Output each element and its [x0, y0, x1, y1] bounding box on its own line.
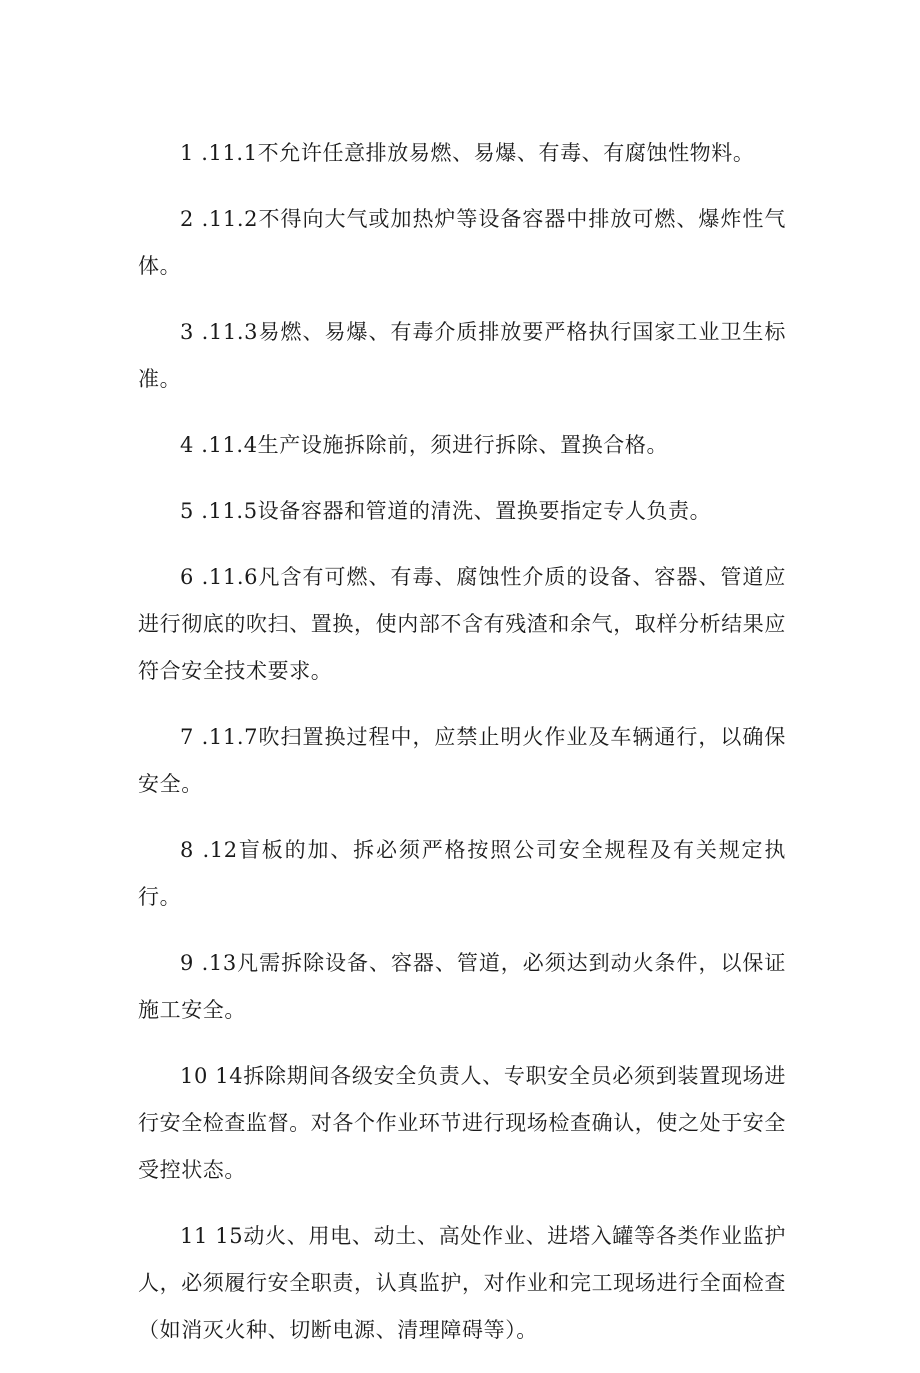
paragraph-11: 11 15动火、用电、动土、高处作业、进塔入罐等各类作业监护人，必须履行安全职责，认真监护，对作业和完工现场进行全面检查（如消灭火种、切断电源、清理障碍等）。 — [138, 1224, 786, 1342]
paragraph-4: 4 .11.4生产设施拆除前，须进行拆除、置换合格。 — [180, 433, 669, 457]
document-body — [138, 130, 786, 1373]
paragraph-5: 5 .11.5设备容器和管道的清洗、置换要指定专人负责。 — [180, 499, 712, 523]
paragraph-3: 3 .11.3易燃、易爆、有毒介质排放要严格执行国家工业卫生标准。 — [138, 320, 786, 391]
paragraph-10: 10 14拆除期间各级安全负责人、专职安全员必须到装置现场进行安全检查监督。对各个作业环节进行现场检查确认，使之处于安全受控状态。 — [138, 1064, 786, 1182]
paragraph-1: 1 .11.1不允许任意排放易燃、易爆、有毒、有腐蚀性物料。 — [180, 141, 755, 165]
paragraph-6: 6 .11.6凡含有可燃、有毒、腐蚀性介质的设备、容器、管道应进行彻底的吹扫、置换，使内部不含有残渣和余气，取样分析结果应符合安全技术要求。 — [138, 565, 786, 683]
paragraph-9: 9 .13凡需拆除设备、容器、管道，必须达到动火条件，以保证施工安全。 — [138, 951, 786, 1022]
paragraph-8: 8 .12盲板的加、拆必须严格按照公司安全规程及有关规定执行。 — [138, 838, 786, 909]
paragraph-7: 7 .11.7吹扫置换过程中，应禁止明火作业及车辆通行，以确保安全。 — [138, 725, 786, 796]
paragraph-2: 2 .11.2不得向大气或加热炉等设备容器中排放可燃、爆炸性气体。 — [138, 207, 786, 278]
